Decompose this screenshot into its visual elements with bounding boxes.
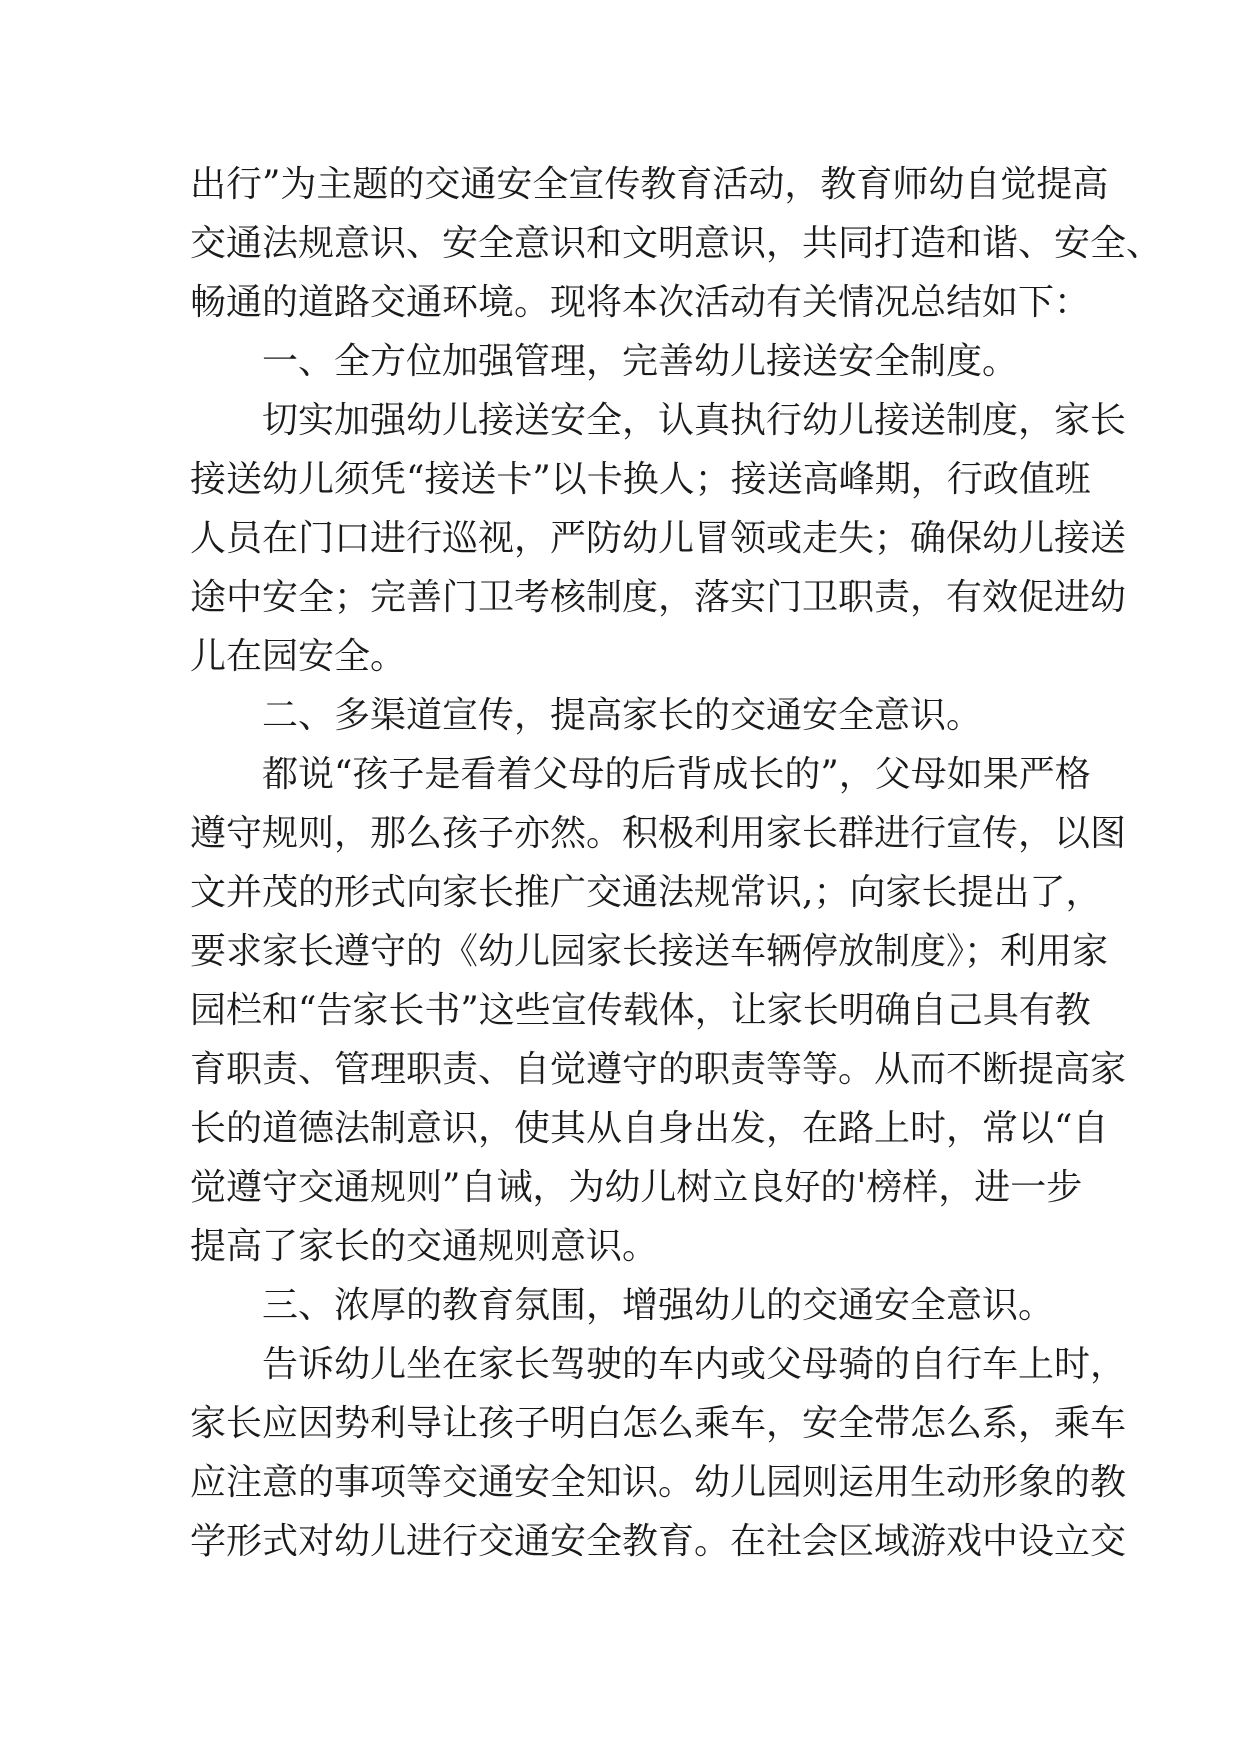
text-line: 觉遵守交通规则”自诫，为幼儿树立良好的'榜样，进一步 (190, 1167, 1083, 1208)
text-line: 遵守规则，那么孩子亦然。积极利用家长群进行宣传，以图 (190, 813, 1127, 854)
text-line: 交通法规意识、安全意识和文明意识，共同打造和谐、安全、 (190, 223, 1163, 264)
text-line: 出行”为主题的交通安全宣传教育活动，教育师幼自觉提高 (190, 164, 1109, 205)
text-line: 切实加强幼儿接送安全，认真执行幼儿接送制度，家长 (262, 400, 1127, 441)
text-line: 二、多渠道宣传，提高家长的交通安全意识。 (262, 695, 983, 736)
text-line: 育职责、管理职责、自觉遵守的职责等等。从而不断提高家 (190, 1049, 1127, 1090)
text-line: 三、浓厚的教育氛围，增强幼儿的交通安全意识。 (262, 1285, 1055, 1326)
text-line: 文并茂的形式向家长推广交通法规常识,；向家长提出了， (190, 872, 1102, 913)
document-body (190, 155, 1163, 1571)
text-line: 途中安全；完善门卫考核制度，落实门卫职责，有效促进幼 (190, 577, 1127, 618)
text-line: 接送幼儿须凭“接送卡”以卡换人；接送高峰期，行政值班 (190, 459, 1091, 500)
text-line: 长的道德法制意识，使其从自身出发，在路上时，常以“自 (190, 1108, 1109, 1149)
text-line: 一、全方位加强管理，完善幼儿接送安全制度。 (262, 341, 1019, 382)
text-line: 提高了家长的交通规则意识。 (190, 1226, 659, 1267)
text-line: 都说“孩子是看着父母的后背成长的”，父母如果严格 (262, 754, 1091, 795)
text-line: 要求家长遵守的《幼儿园家长接送车辆停放制度》；利用家 (190, 931, 1109, 972)
text-line: 畅通的道路交通环境。现将本次活动有关情况总结如下： (190, 282, 1091, 323)
text-line: 应注意的事项等交通安全知识。幼儿园则运用生动形象的教 (190, 1462, 1127, 1503)
text-line: 学形式对幼儿进行交通安全教育。在社会区域游戏中设立交 (190, 1521, 1127, 1562)
text-line: 人员在门口进行巡视，严防幼儿冒领或走失；确保幼儿接送 (190, 518, 1127, 559)
text-line: 家长应因势利导让孩子明白怎么乘车，安全带怎么系，乘车 (190, 1403, 1127, 1444)
text-line: 儿在园安全。 (190, 636, 407, 677)
text-line: 园栏和“告家长书”这些宣传载体，让家长明确自己具有教 (190, 990, 1091, 1031)
text-line: 告诉幼儿坐在家长驾驶的车内或父母骑的自行车上时， (262, 1344, 1127, 1385)
